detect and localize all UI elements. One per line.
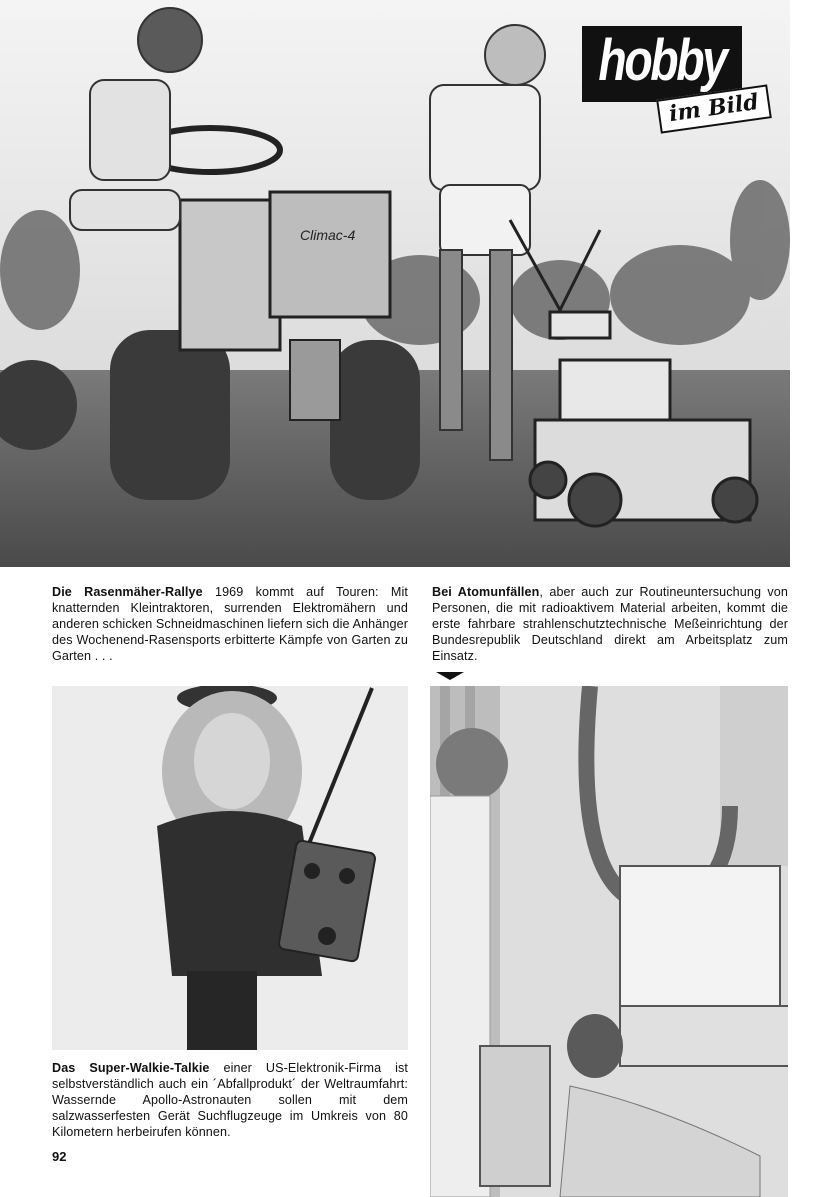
caption-body: einer US-Elektronik-Firma ist selbstverständlich auch ein ´Abfallprodukt´ der Weltraumfahrt: Wassernde Apollo-Astronauten sollen mit dem salzwasserfesten Gerät Suchflugzeuge im Umkreis von 80 Kilometern herbeirufen können.: [52, 1061, 409, 1139]
hobby-logo-word: hobby: [582, 26, 742, 102]
caption-body: 1969 kommt auf Touren: Mit knatternden Kleintraktoren, surrenden Elektromähern und anderen schicken Schneidmaschinen liefern sich die Anhänger des Wochenend-Rasensports erbitterte Kämpfe von Garten zu Garten . . .: [52, 585, 408, 663]
walkie-talkie-image: [52, 686, 408, 1050]
radiation-measurement-photo: [430, 686, 788, 1197]
walkie-talkie-photo: [52, 686, 408, 1050]
pointer-arrow-icon: [436, 672, 464, 680]
radiation-measurement-image: [430, 686, 788, 1197]
tractor-brand-label: Climac-4: [300, 227, 356, 243]
im-bild-logo-text: im Bild: [656, 84, 772, 133]
caption-lead: Das Super-Walkie-Talkie: [52, 1061, 210, 1075]
caption-lead: Bei Atomunfällen: [432, 585, 540, 599]
caption-body: , aber auch zur Routineuntersuchung von Personen, die mit radioaktivem Material arbeiten, kommt die erste fahrbare strahlenschutztechnische Meßeinrichtung der Bundesrepublik Deutschland direkt am Arbeitsplatz zum Einsatz.: [432, 585, 789, 663]
page-number: 92: [52, 1149, 67, 1164]
caption-lead: Die Rasenmäher-Rallye: [52, 585, 203, 599]
nuclear-accident-caption: [432, 584, 788, 664]
lawnmower-rally-caption: [52, 584, 408, 664]
walkie-talkie-caption: [52, 1060, 408, 1140]
hobby-im-bild-logo: [582, 26, 770, 128]
